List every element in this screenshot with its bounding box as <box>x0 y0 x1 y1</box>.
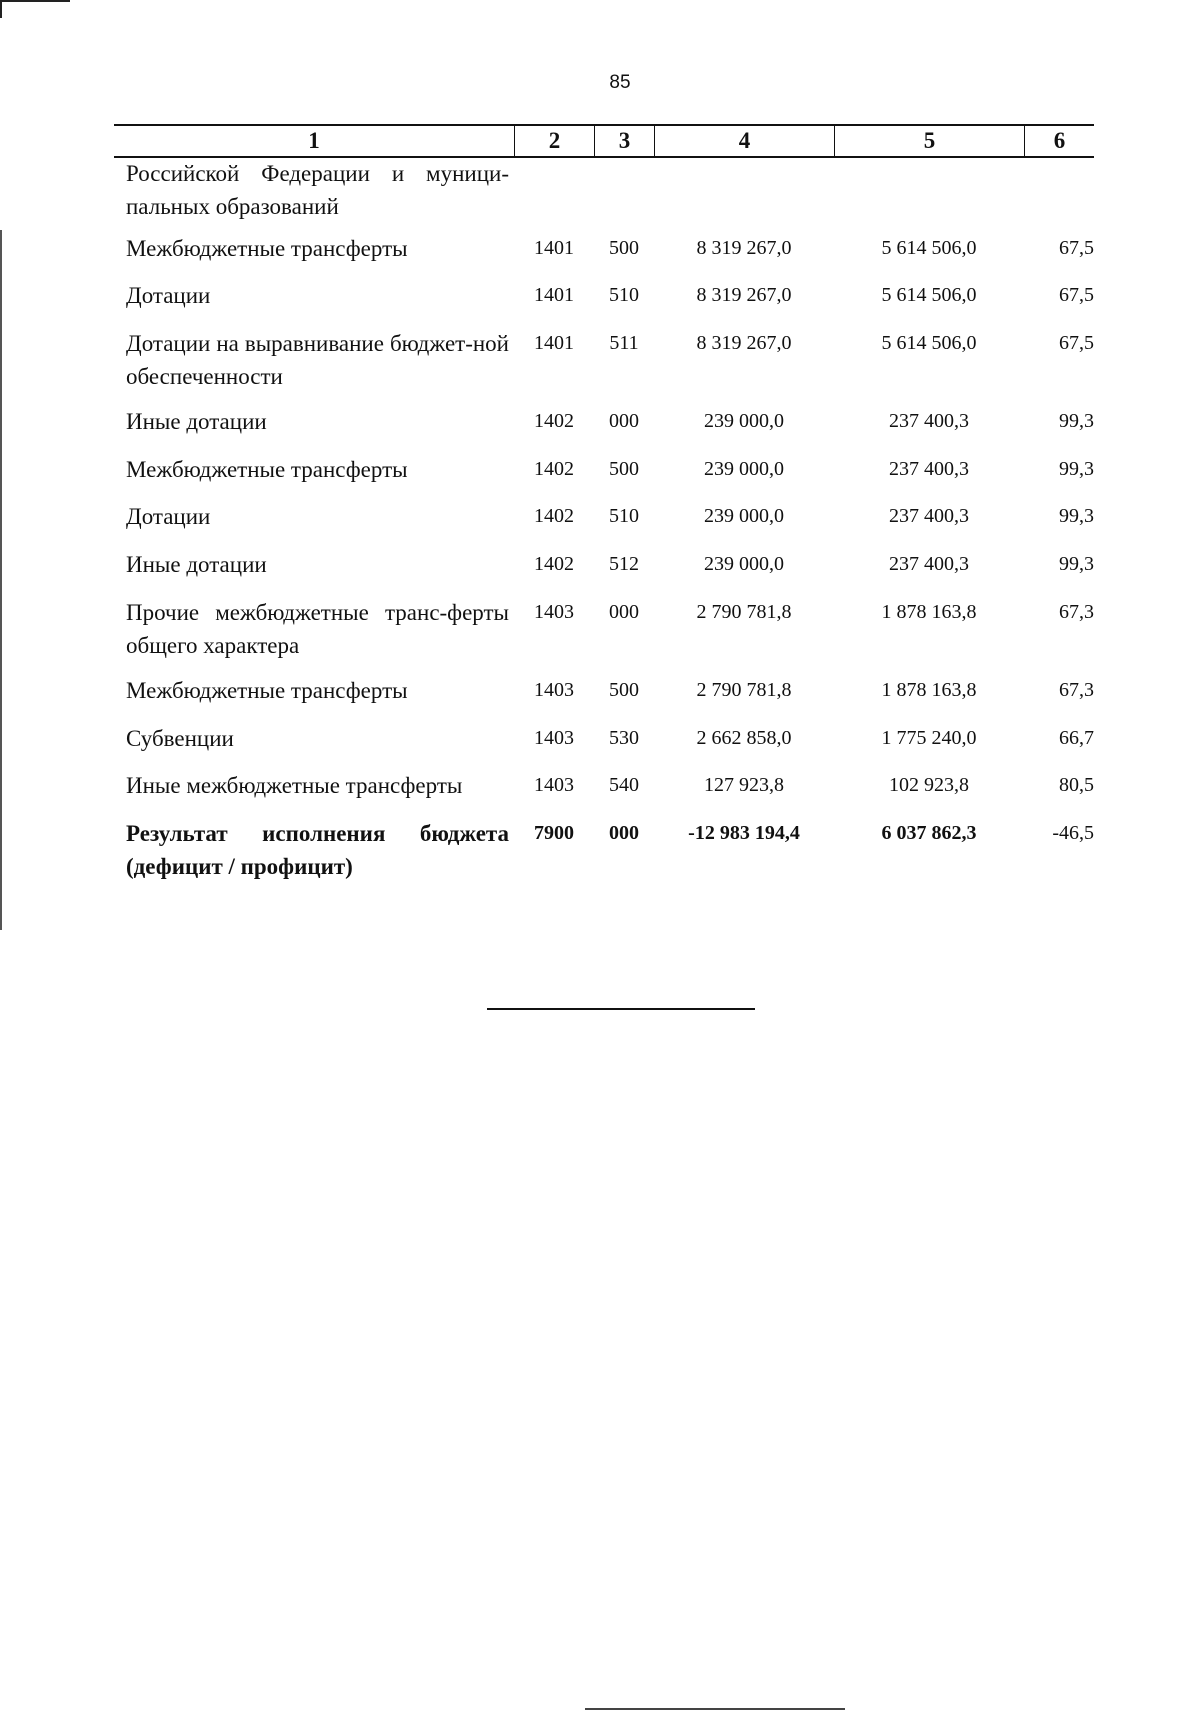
row-code: 000 <box>609 822 639 844</box>
row-name: Прочие межбюджетные транс-ферты общего характера <box>126 600 509 658</box>
row-code: 530 <box>609 727 639 749</box>
row-code: 512 <box>609 553 639 575</box>
row-name: Результат исполнения бюджета (дефицит / профицит) <box>126 821 509 879</box>
row-section: 1403 <box>534 601 574 623</box>
row-section: 1403 <box>534 774 574 796</box>
scan-artifact <box>585 1708 845 1710</box>
row-name: Межбюджетные трансферты <box>126 457 408 482</box>
row-percent: -46,5 <box>1052 822 1094 844</box>
row-percent: 67,3 <box>1059 601 1094 623</box>
row-code: 500 <box>609 679 639 701</box>
row-executed: 6 037 862,3 <box>881 822 977 844</box>
row-name: Дотации <box>126 504 211 529</box>
row-planned: 239 000,0 <box>704 553 784 575</box>
row-code: 500 <box>609 458 639 480</box>
row-code: 510 <box>609 505 639 527</box>
row-name: Иные межбюджетные трансферты <box>126 773 463 798</box>
row-percent: 67,5 <box>1059 284 1094 306</box>
row-name: Иные дотации <box>126 409 267 434</box>
row-executed: 237 400,3 <box>889 553 969 575</box>
row-planned: 239 000,0 <box>704 410 784 432</box>
row-planned: 2 790 781,8 <box>696 601 792 623</box>
row-executed: 237 400,3 <box>889 505 969 527</box>
row-code: 540 <box>609 774 639 796</box>
continuation-text: Российской Федерации и муници-пальных образований <box>126 161 509 219</box>
row-executed: 237 400,3 <box>889 458 969 480</box>
row-planned: 239 000,0 <box>704 505 784 527</box>
column-header-4: 4 <box>654 126 834 156</box>
row-code: 000 <box>609 601 639 623</box>
row-section: 1401 <box>534 237 574 259</box>
row-name: Дотации <box>126 283 211 308</box>
row-section: 1402 <box>534 553 574 575</box>
row-code: 500 <box>609 237 639 259</box>
row-percent: 67,3 <box>1059 679 1094 701</box>
row-executed: 5 614 506,0 <box>881 284 977 306</box>
row-section: 1401 <box>534 284 574 306</box>
column-header-2: 2 <box>514 126 594 156</box>
row-executed: 1 878 163,8 <box>881 679 977 701</box>
row-section: 1402 <box>534 410 574 432</box>
row-planned: 8 319 267,0 <box>696 284 792 306</box>
row-planned: 2 790 781,8 <box>696 679 792 701</box>
row-planned: 127 923,8 <box>704 774 784 796</box>
row-name: Дотации на выравнивание бюджет-ной обеспеченности <box>126 331 509 389</box>
row-code: 000 <box>609 410 639 432</box>
row-executed: 1 878 163,8 <box>881 601 977 623</box>
row-percent: 99,3 <box>1059 553 1094 575</box>
row-name: Субвенции <box>126 726 234 751</box>
scan-artifact <box>0 0 70 2</box>
row-planned: -12 983 194,4 <box>688 822 800 844</box>
row-name: Иные дотации <box>126 552 267 577</box>
row-planned: 2 662 858,0 <box>696 727 792 749</box>
row-planned: 8 319 267,0 <box>696 237 792 259</box>
row-executed: 5 614 506,0 <box>881 332 977 354</box>
column-header-6: 6 <box>1024 126 1094 156</box>
row-code: 510 <box>609 284 639 306</box>
column-header-5: 5 <box>834 126 1024 156</box>
row-section: 1401 <box>534 332 574 354</box>
row-code: 511 <box>609 332 639 354</box>
row-name: Межбюджетные трансферты <box>126 236 408 261</box>
column-header-1: 1 <box>308 128 320 153</box>
row-section: 1402 <box>534 505 574 527</box>
table-header <box>114 124 1094 158</box>
row-percent: 67,5 <box>1059 332 1094 354</box>
row-planned: 8 319 267,0 <box>696 332 792 354</box>
row-executed: 237 400,3 <box>889 410 969 432</box>
row-percent: 66,7 <box>1059 727 1094 749</box>
row-name: Межбюджетные трансферты <box>126 678 408 703</box>
row-executed: 102 923,8 <box>889 774 969 796</box>
page-number: 85 <box>609 72 631 93</box>
row-section: 1402 <box>534 458 574 480</box>
row-percent: 80,5 <box>1059 774 1094 796</box>
scan-artifact <box>0 230 2 930</box>
row-executed: 1 775 240,0 <box>881 727 977 749</box>
end-separator-line <box>487 1008 755 1010</box>
column-header-3: 3 <box>594 126 654 156</box>
row-planned: 239 000,0 <box>704 458 784 480</box>
row-executed: 5 614 506,0 <box>881 237 977 259</box>
row-percent: 99,3 <box>1059 458 1094 480</box>
row-percent: 99,3 <box>1059 410 1094 432</box>
row-percent: 99,3 <box>1059 505 1094 527</box>
row-section: 1403 <box>534 727 574 749</box>
row-section: 7900 <box>534 822 574 844</box>
scan-artifact <box>0 0 2 18</box>
row-percent: 67,5 <box>1059 237 1094 259</box>
row-section: 1403 <box>534 679 574 701</box>
